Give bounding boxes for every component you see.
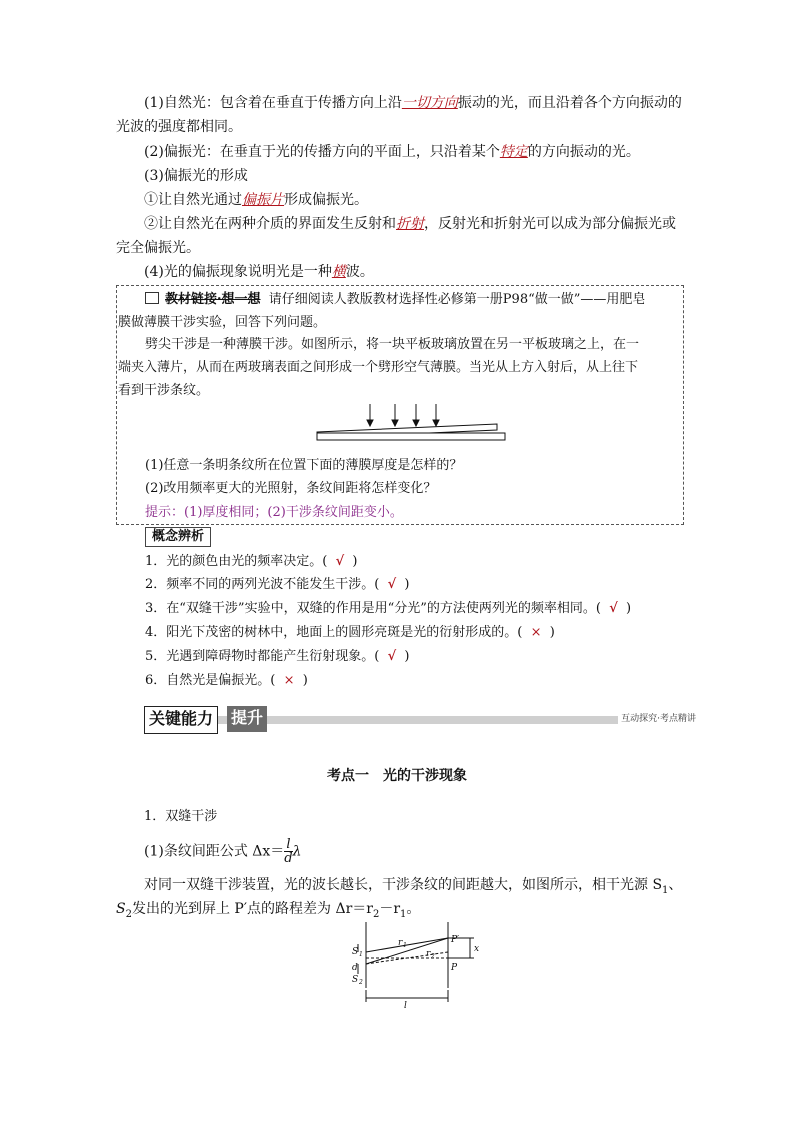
textbook-box-title: 教材链接·想一想 <box>165 292 261 307</box>
double-slit-para-1: 对同一双缝干涉装置，光的波长越长，干涉条纹的间距越大，如图所示，相干光源 $S_1$、 <box>144 877 683 896</box>
banner-title-left: 关键能力 <box>144 706 218 734</box>
arrow-head <box>413 420 419 426</box>
concept-item: 5．光遇到障碍物时都能产生衍射现象。( √ ) <box>145 649 410 664</box>
check-mark: √ <box>609 601 618 616</box>
answer-blank: 特定 <box>499 144 528 160</box>
natural-light-line-2: 光波的强度都相同。 <box>116 119 242 135</box>
svg-text:P: P <box>451 963 458 973</box>
concept-item: 1．光的颜色由光的频率决定。( √ ) <box>145 554 358 569</box>
banner-subtitle: 互动探究·考点精讲 <box>618 712 699 726</box>
banner-title-right: 提升 <box>227 706 267 732</box>
svg-text:S: S <box>352 975 359 985</box>
svg-text:2: 2 <box>431 953 435 960</box>
svg-text:S: S <box>352 947 359 957</box>
textbook-box-para-3: 看到干涉条纹。 <box>118 383 210 398</box>
cross-mark: × <box>530 625 542 640</box>
formation-title: (3)偏振光的形成 <box>144 168 248 184</box>
answer-blank: 横 <box>331 264 346 280</box>
polarized-light-line: (2)偏振光：在垂直于光的传播方向的平面上，只沿着某个特定的方向振动的光。 <box>144 144 640 160</box>
section-title: 考点一 光的干涉现象 <box>327 768 467 784</box>
textbook-hint: 提示：(1)厚度相同；(2)干涉条纹间距变小。 <box>145 505 403 520</box>
check-mark: √ <box>387 649 397 664</box>
textbook-box-header: 教材链接·想一想 请仔细阅读人教版教材选择性必修第一册P98“做一做”——用肥皂 <box>145 289 675 311</box>
svg-text:2: 2 <box>359 979 363 986</box>
formation-item-1: ①让自然光通过偏振片形成偏振光。 <box>144 192 368 208</box>
svg-text:l: l <box>404 1001 407 1011</box>
svg-text:x: x <box>474 944 480 954</box>
arrow-head <box>392 420 398 426</box>
path-r1 <box>366 938 448 952</box>
svg-text:r: r <box>426 949 431 959</box>
arrow-head <box>433 420 439 426</box>
textbook-question-1: (1)任意一条明条纹所在位置下面的薄膜厚度是怎样的？ <box>145 458 463 473</box>
concept-item: 6．自然光是偏振光。( × ) <box>145 673 308 688</box>
path-r2 <box>366 938 448 964</box>
answer-blank: 折射 <box>396 216 424 232</box>
textbook-box-para-2: 端夹入薄片，从而在两玻璃表面之间形成一个劈形空气薄膜。当光从上方入射后，从上往下 <box>118 360 639 375</box>
concept-item: 4．阳光下茂密的树林中，地面上的圆形亮斑是光的衍射形成的。( × ) <box>145 625 555 640</box>
textbook-question-2: (2)改用频率更大的光照射，条纹间距将怎样变化？ <box>145 481 437 496</box>
check-mark: √ <box>387 577 397 592</box>
concept-item: 2．频率不同的两列光波不能发生干涉。( √ ) <box>145 577 410 592</box>
key-ability-banner <box>144 706 699 732</box>
polarization-meaning: (4)光的偏振现象说明光是一种横波。 <box>144 264 374 280</box>
concept-item: 3．在“双缝干涉”实验中，双缝的作用是用“分光”的方法使两列光的频率相同。( √ ) <box>145 601 632 616</box>
wedge-interference-figure <box>312 400 512 450</box>
double-slit-figure <box>336 918 496 1012</box>
answer-blank: 偏振片 <box>242 192 284 208</box>
double-slit-para-2: $S_2$发出的光到屏上 P′点的路程差为 $\Delta r=r_2-r_1$。 <box>116 901 421 920</box>
formation-item-2: ②让自然光在两种介质的界面发生反射和折射，反射光和折射光可以成为部分偏振光或 <box>144 216 676 232</box>
lower-glass-plate <box>317 433 505 440</box>
cross-mark: × <box>283 673 295 688</box>
svg-text:d: d <box>352 963 358 973</box>
textbook-box-para-1: 劈尖干涉是一种薄膜干涉。如图所示，将一块平板玻璃放置在另一平板玻璃之上，在一 <box>145 337 640 352</box>
arrow-head <box>367 420 373 426</box>
check-mark: √ <box>335 554 345 569</box>
svg-text:1: 1 <box>359 951 363 958</box>
formation-item-2-cont: 完全偏振光。 <box>116 240 200 256</box>
formula-fraction: $\frac{l}{d}$ <box>284 837 293 866</box>
natural-light-line: (1)自然光：包含着在垂直于传播方向上沿一切方向振动的光，而且沿着各个方向振动的 <box>144 95 682 111</box>
fringe-spacing-formula: (1)条纹间距公式 Δx＝ $\frac{l}{d}$ λ <box>144 837 302 866</box>
answer-blank: 一切方向 <box>401 95 458 111</box>
svg-text:P′: P′ <box>451 935 460 945</box>
textbook-box-intro: 膜做薄膜干涉实验，回答下列问题。 <box>118 315 327 330</box>
double-slit-heading: 1．双缝干涉 <box>144 809 218 824</box>
concept-check-tag: 概念辨析 <box>145 527 211 547</box>
book-icon <box>145 292 159 304</box>
svg-text:1: 1 <box>403 942 407 949</box>
svg-text:r: r <box>398 938 403 948</box>
